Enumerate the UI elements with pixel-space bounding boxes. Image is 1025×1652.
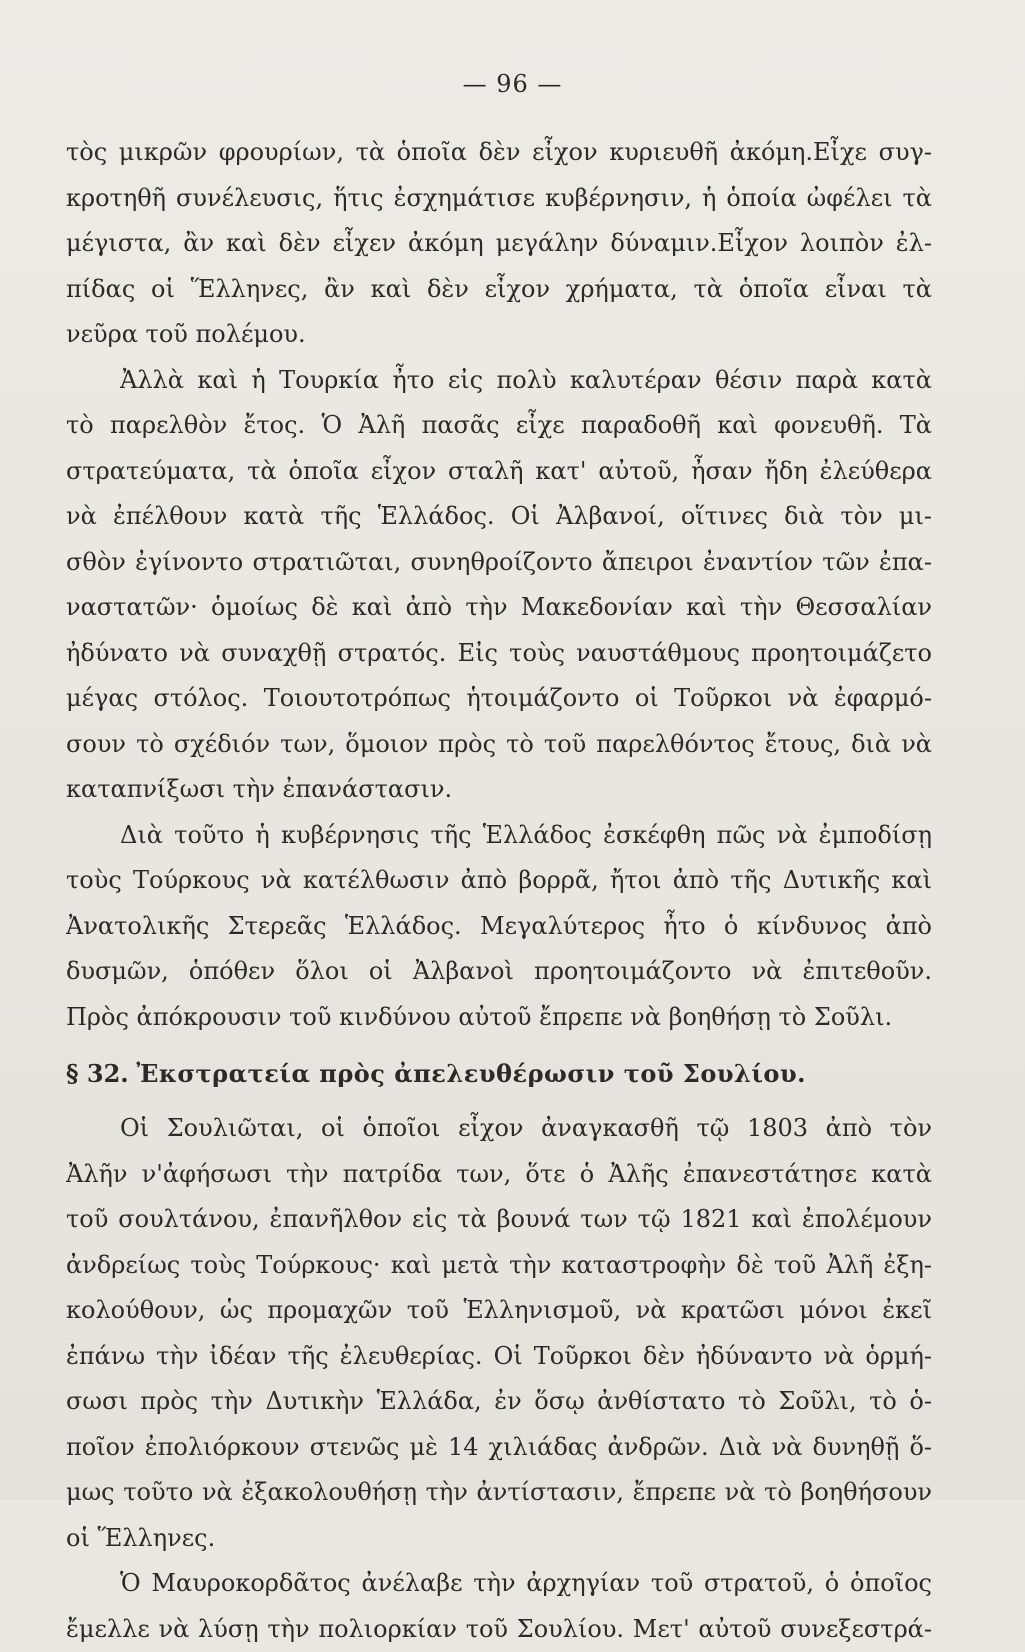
- text-line: πίδας οἱ Ἕλληνες, ἂν καὶ δὲν εἶχον χρήματα, τὰ ὁποῖα εἶναι τὰ: [66, 267, 932, 313]
- text-line: Ἀνατολικῆς Στερεᾶς Ἑλλάδος. Μεγαλύτερος ἦτο ὁ κίνδυνος ἀπὸ: [66, 904, 932, 950]
- text-line: σουν τὸ σχέδιόν των, ὅμοιον πρὸς τὸ τοῦ παρελθόντος ἔτους, διὰ νὰ: [66, 722, 932, 768]
- paragraph-4: [66, 1106, 932, 1561]
- text-line: ποῖον ἐπολιόρκουν στενῶς μὲ 14 χιλιάδας ἀνδρῶν. Διὰ νὰ δυνηθῇ ὅ-: [66, 1425, 932, 1471]
- text-line: τοὺς Τούρκους νὰ κατέλθωσιν ἀπὸ βορρᾶ, ἤτοι ἀπὸ τῆς Δυτικῆς καὶ: [66, 858, 932, 904]
- text-line: νὰ ἐπέλθουν κατὰ τῆς Ἑλλάδος. Οἱ Ἀλβανοί, οἵτινες διὰ τὸν μι-: [66, 494, 932, 540]
- text-line: μως τοῦτο νὰ ἐξακολουθήσῃ τὴν ἀντίστασιν, ἔπρεπε νὰ τὸ βοηθήσουν: [66, 1470, 932, 1516]
- text-line: Πρὸς ἀπόκρουσιν τοῦ κινδύνου αὐτοῦ ἔπρεπε νὰ βοηθήσῃ τὸ Σοῦλι.: [66, 995, 932, 1041]
- text-line: ναστατῶν· ὁμοίως δὲ καὶ ἀπὸ τὴν Μακεδονίαν καὶ τὴν Θεσσαλίαν: [66, 585, 932, 631]
- section-heading: [66, 1046, 932, 1102]
- text-line: ἐπάνω τὴν ἰδέαν τῆς ἐλευθερίας. Οἱ Τοῦρκοι δὲν ἠδύναντο νὰ ὁρμή-: [66, 1334, 932, 1380]
- text-line: σωσι πρὸς τὴν Δυτικὴν Ἑλλάδα, ἐν ὅσῳ ἀνθίστατο τὸ Σοῦλι, τὸ ὁ-: [66, 1379, 932, 1425]
- text-line: μέγιστα, ἂν καὶ δὲν εἶχεν ἀκόμη μεγάλην δύναμιν.Εἶχον λοιπὸν ἐλ-: [66, 221, 932, 267]
- text-line: ἀνδρείως τοὺς Τούρκους· καὶ μετὰ τὴν καταστροφὴν δὲ τοῦ Ἀλῆ ἐξη-: [66, 1243, 932, 1289]
- text-line: Οἱ Σουλιῶται, οἱ ὁποῖοι εἶχον ἀναγκασθῆ τῷ 1803 ἀπὸ τὸν: [66, 1106, 932, 1152]
- text-line: Ὁ Μαυροκορδᾶτος ἀνέλαβε τὴν ἀρχηγίαν τοῦ στρατοῦ, ὁ ὁποῖος: [66, 1561, 932, 1607]
- page-number: — 96 —: [0, 70, 1025, 98]
- text-line: τοῦ σουλτάνου, ἐπανῆλθον εἰς τὰ βουνά των τῷ 1821 καὶ ἐπολέμουν: [66, 1197, 932, 1243]
- text-line: νεῦρα τοῦ πολέμου.: [66, 312, 932, 358]
- text-line: στρατεύματα, τὰ ὁποῖα εἶχον σταλῆ κατ' αὐτοῦ, ἦσαν ἤδη ἐλεύθερα: [66, 449, 932, 495]
- text-line: τὸ παρελθὸν ἔτος. Ὁ Ἀλῆ πασᾶς εἶχε παραδοθῆ καὶ φονευθῆ. Τὰ: [66, 403, 932, 449]
- text-line: δυσμῶν, ὁπόθεν ὅλοι οἱ Ἀλβανοὶ προητοιμάζοντο νὰ ἐπιτεθοῦν.: [66, 949, 932, 995]
- text-line: κροτηθῆ συνέλευσις, ἥτις ἐσχημάτισε κυβέρνησιν, ἡ ὁποία ὠφέλει τὰ: [66, 176, 932, 222]
- text-line: κολούθουν, ὡς προμαχῶν τοῦ Ἑλληνισμοῦ, νὰ κρατῶσι μόνοι ἐκεῖ: [66, 1288, 932, 1334]
- text-line: Διὰ τοῦτο ἡ κυβέρνησις τῆς Ἑλλάδος ἐσκέφθη πῶς νὰ ἐμποδίσῃ: [66, 813, 932, 859]
- section-title: Ἐκστρατεία πρὸς ἀπελευθέρωσιν τοῦ Σουλίου.: [136, 1059, 806, 1088]
- paragraph-3: [66, 813, 932, 1041]
- paragraph-2: [66, 358, 932, 813]
- text-line: καταπνίξωσι τὴν ἐπανάστασιν.: [66, 767, 932, 813]
- body-text: [66, 130, 932, 1652]
- text-line: ἔμελλε νὰ λύσῃ τὴν πολιορκίαν τοῦ Σουλίου. Μετ' αὐτοῦ συνεξεστρά-: [66, 1607, 932, 1652]
- text-line: Ἀλλὰ καὶ ἡ Τουρκία ἦτο εἰς πολὺ καλυτέραν θέσιν παρὰ κατὰ: [66, 358, 932, 404]
- text-line: σθὸν ἐγίνοντο στρατιῶται, συνηθροίζοντο ἄπειροι ἐναντίον τῶν ἐπα-: [66, 540, 932, 586]
- text-line: μέγας στόλος. Τοιουτοτρόπως ἡτοιμάζοντο οἱ Τοῦρκοι νὰ ἐφαρμό-: [66, 676, 932, 722]
- paragraph-5: [66, 1561, 932, 1652]
- text-line: τὸς μικρῶν φρουρίων, τὰ ὁποῖα δὲν εἶχον κυριευθῆ ἀκόμη.Εἶχε συγ-: [66, 130, 932, 176]
- paragraph-1: [66, 130, 932, 358]
- section-number: § 32.: [66, 1059, 129, 1088]
- text-line: Ἀλῆν ν'ἀφήσωσι τὴν πατρίδα των, ὅτε ὁ Ἀλῆς ἐπανεστάτησε κατὰ: [66, 1152, 932, 1198]
- text-line: οἱ Ἕλληνες.: [66, 1516, 932, 1562]
- text-line: ἠδύνατο νὰ συναχθῇ στρατός. Εἰς τοὺς ναυστάθμους προητοιμάζετο: [66, 631, 932, 677]
